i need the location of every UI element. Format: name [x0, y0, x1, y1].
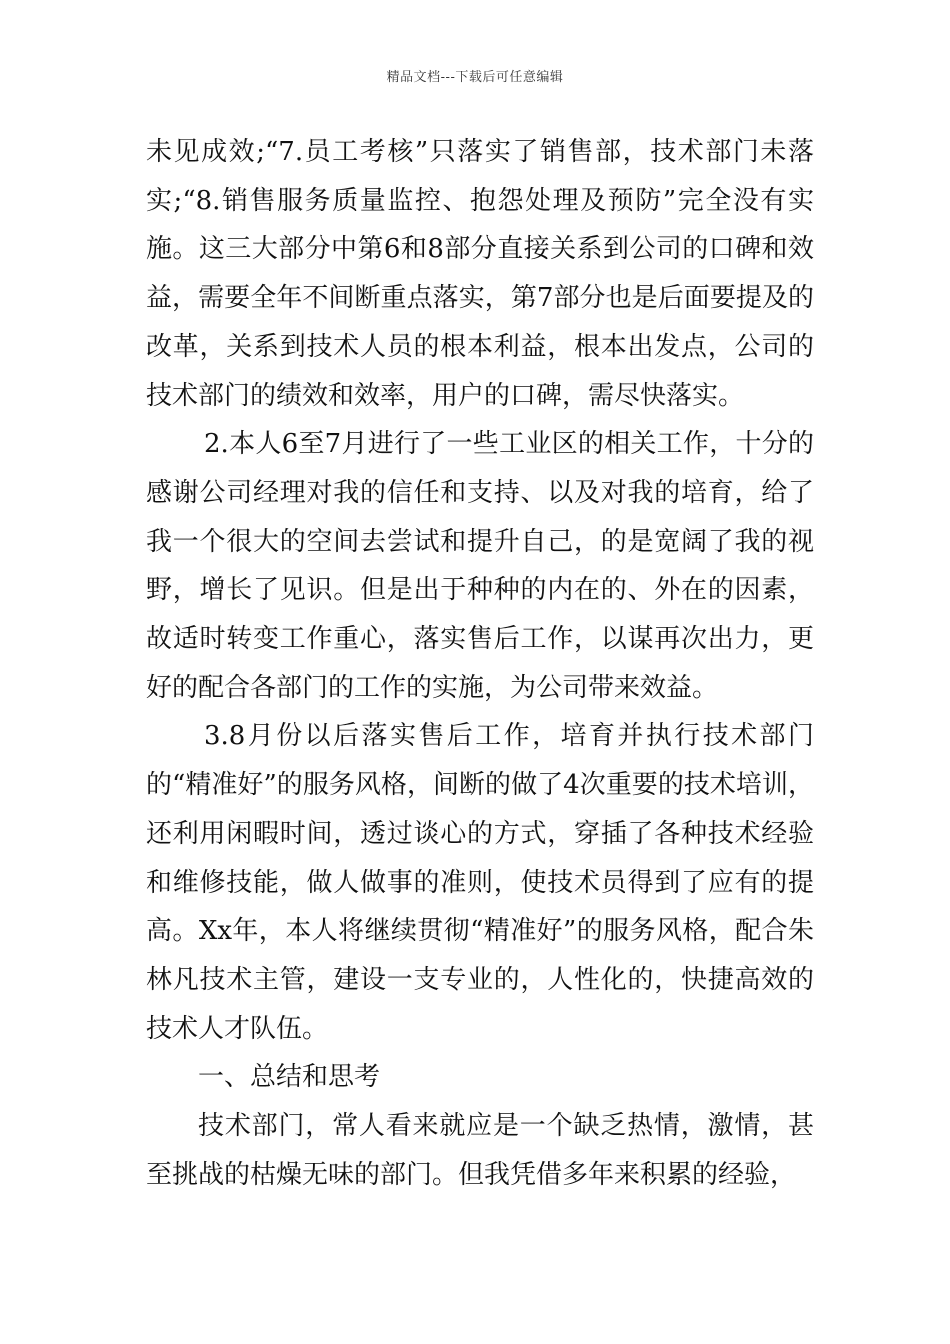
paragraph-continuation: 未见成效;“7.员工考核”只落实了销售部，技术部门未落实;“8.销售服务质量监控、抱怨处理及预防”完全没有实施。这三大部分中第6和8部分直接关系到公司的口碑和效益，需要全年不间断重点落实，第7部分也是后面要提及的改革，关系到技术人员的根本利益，根本出发点，公司的技术部门的绩效和效率，用户的口碑，需尽快落实。: [146, 137, 814, 411]
paragraph-item-2: 2.本人6至7月进行了一些工业区的相关工作，十分的感谢公司经理对我的信任和支持、以及对我的培育，给了我一个很大的空间去尝试和提升自己，的是宽阔了我的视野，增长了见识。但是出于种种的内在的、外在的因素，故适时转变工作重心，落实售后工作，以谋再次出力，更好的配合各部门的工作的实施，为公司带来效益。: [146, 429, 814, 703]
section-heading: 一、总结和思考: [198, 1062, 381, 1093]
document-body: [146, 128, 814, 1199]
paragraph-summary: 技术部门，常人看来就应是一个缺乏热情，激情，甚至挑战的枯燥无味的部门。但我凭借多年来积累的经验，: [146, 1111, 814, 1190]
page-header: 精品文档---下载后可任意编辑: [386, 70, 564, 85]
paragraph-item-3: 3.8月份以后落实售后工作，培育并执行技术部门的“精准好”的服务风格，间断的做了4次重要的技术培训，还利用闲暇时间，透过谈心的方式，穿插了各种技术经验和维修技能，做人做事的准则，使技术员得到了应有的提高。Xx年，本人将继续贯彻“精准好”的服务风格，配合朱林凡技术主管，建设一支专业的，人性化的，快捷高效的技术人才队伍。: [146, 721, 814, 1044]
